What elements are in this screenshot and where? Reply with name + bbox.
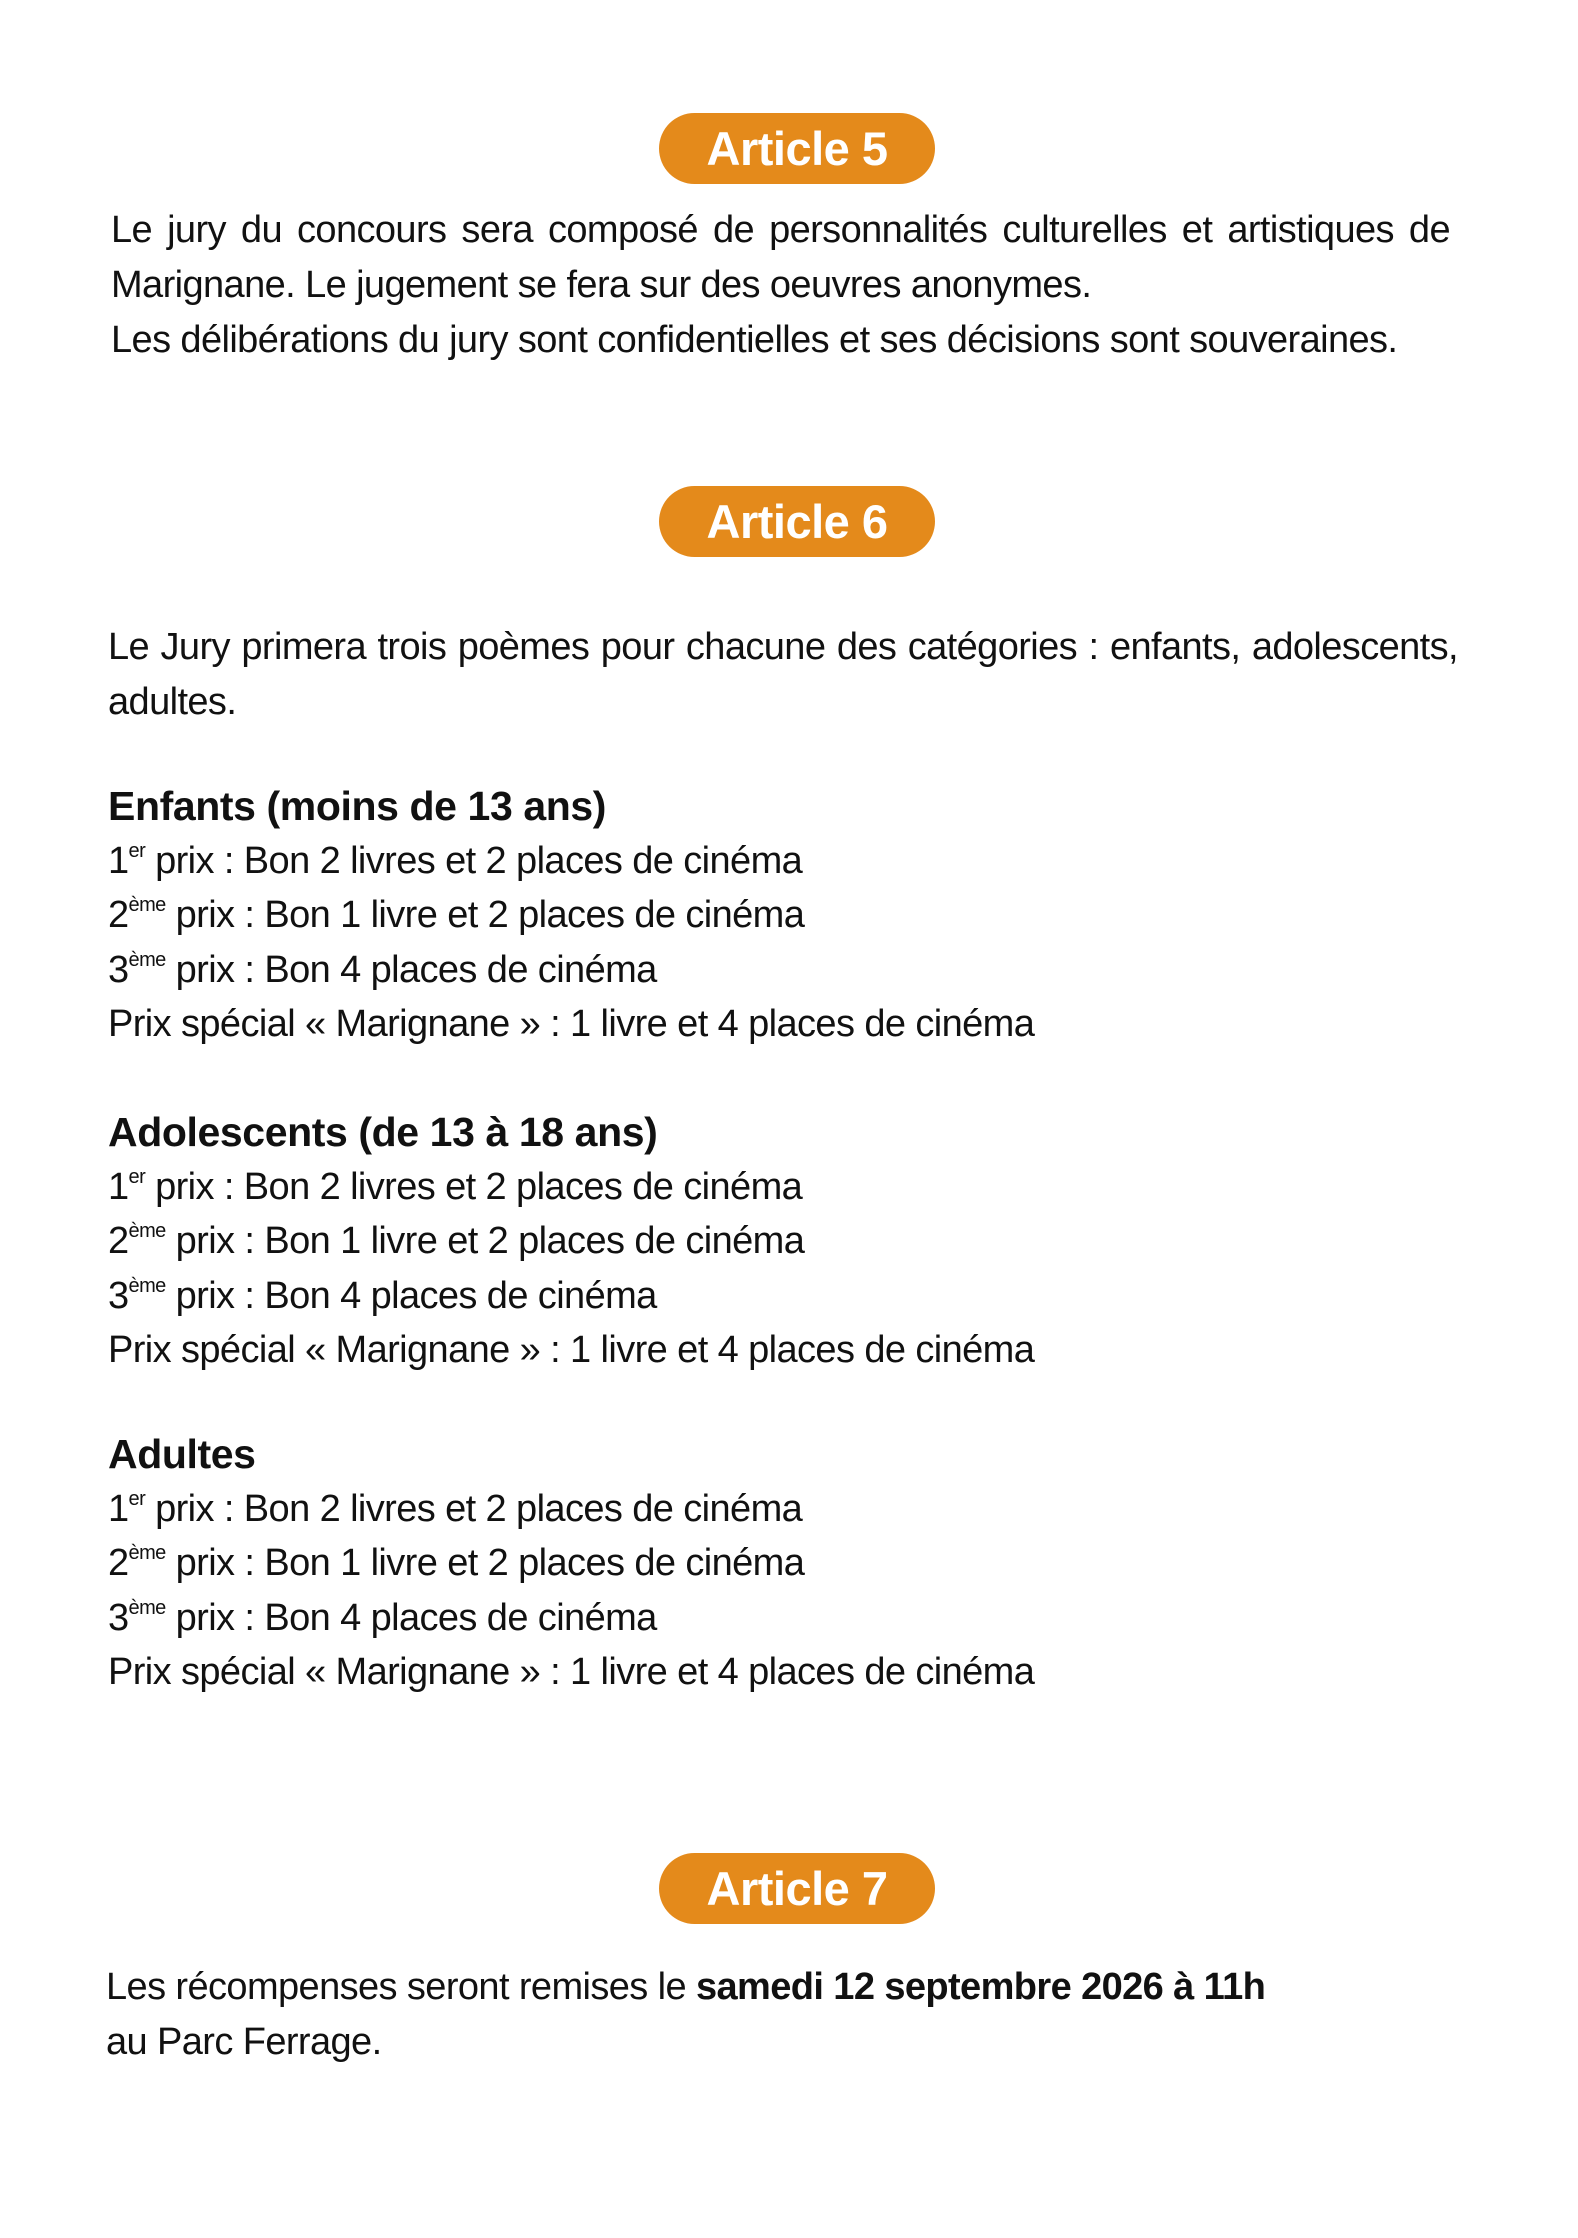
prize-line-second: 2ème prix : Bon 1 livre et 2 places de cinéma xyxy=(108,1220,805,1262)
article-7-text: Les récompenses seront remises le xyxy=(106,1966,696,2008)
prize-line-first: 1er prix : Bon 2 livres et 2 places de cinéma xyxy=(108,839,803,882)
category-title: Adultes xyxy=(108,1431,256,1477)
article-6-badge: Article 6 xyxy=(659,486,935,557)
article-5-paragraph-2: Les délibérations du jury sont confidentielles et ses décisions sont souveraines. xyxy=(111,319,1398,361)
article-7-date: samedi 12 septembre 2026 à 11h xyxy=(695,1966,1266,2008)
article-7-badge: Article 7 xyxy=(659,1853,935,1924)
category-children xyxy=(108,779,1034,1052)
article-5-paragraph-1: Le jury du concours sera composé de personnalités culturelles et artistiques de Marignane. Le jugement se fera sur des oeuvres anonymes. xyxy=(111,209,1450,306)
prize-line-first: 1er prix : Bon 2 livres et 2 places de cinéma xyxy=(108,1165,803,1208)
category-adults xyxy=(108,1427,1034,1700)
prize-line-third: 3ème prix : Bon 4 places de cinéma xyxy=(108,948,657,991)
category-title: Adolescents (de 13 à 18 ans) xyxy=(108,1109,658,1155)
prize-line-second: 2ème prix : Bon 1 livre et 2 places de cinéma xyxy=(108,1542,805,1584)
prize-line-first: 1er prix : Bon 2 livres et 2 places de cinéma xyxy=(108,1487,803,1530)
prize-line-third: 3ème prix : Bon 4 places de cinéma xyxy=(108,1274,657,1317)
prize-line-special: Prix spécial « Marignane » : 1 livre et 4 places de cinéma xyxy=(108,1329,1035,1371)
article-5-badge: Article 5 xyxy=(659,113,935,184)
prize-line-third: 3ème prix : Bon 4 places de cinéma xyxy=(108,1596,657,1639)
prize-line-second: 2ème prix : Bon 1 livre et 2 places de cinéma xyxy=(108,894,805,936)
prize-line-special: Prix spécial « Marignane » : 1 livre et 4 places de cinéma xyxy=(108,1651,1035,1693)
category-teens xyxy=(108,1105,1034,1378)
prize-line-special: Prix spécial « Marignane » : 1 livre et 4 places de cinéma xyxy=(108,1003,1035,1045)
article-6-intro: Le Jury primera trois poèmes pour chacune des catégories : enfants, adolescents, adultes. xyxy=(108,626,1458,723)
category-title: Enfants (moins de 13 ans) xyxy=(108,783,607,829)
article-7-location: au Parc Ferrage. xyxy=(106,2021,382,2063)
article-7-paragraph xyxy=(106,1960,1456,2070)
